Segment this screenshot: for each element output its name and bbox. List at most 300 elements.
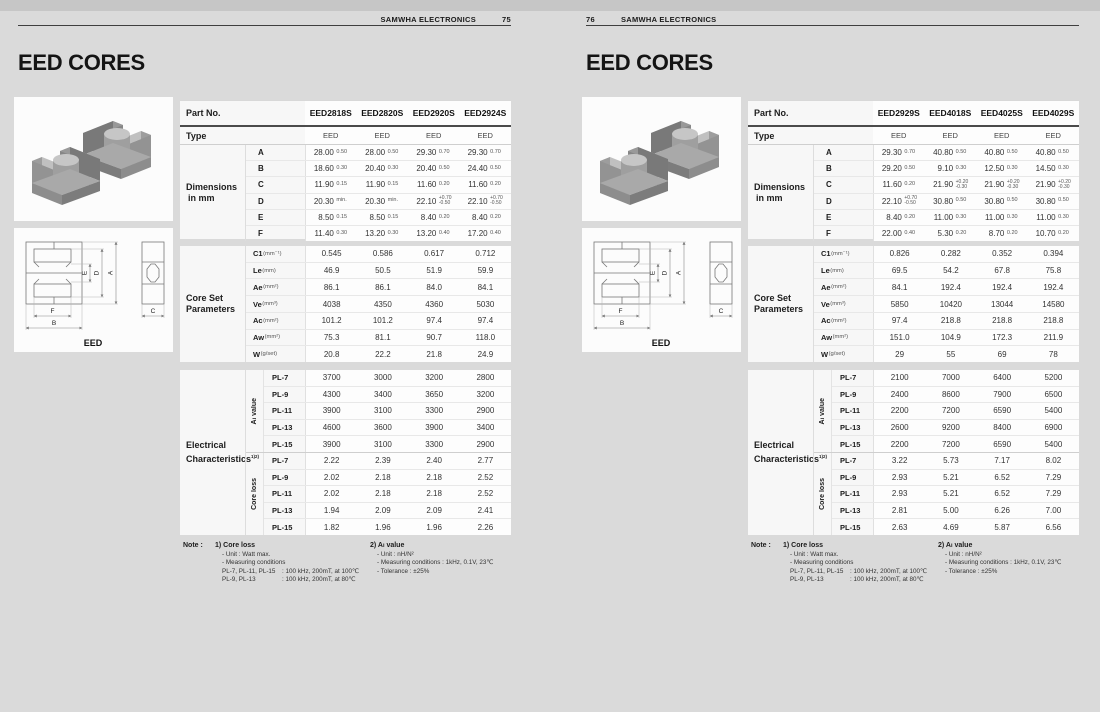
dimension-value-cell: [409, 196, 460, 206]
param-symbol: Ve: [253, 299, 262, 309]
al-value-row: [264, 435, 511, 452]
electrical-value: 9200: [941, 423, 960, 433]
dimension-key: A: [258, 148, 264, 158]
electrical-values: [305, 436, 511, 452]
type-value: EED: [1045, 131, 1061, 140]
dim-value-number: 30.80: [984, 196, 1005, 206]
dim-value-number: 21.90: [984, 180, 1005, 190]
dim-label-f: F: [618, 308, 623, 315]
electrical-value: 7200: [941, 406, 960, 416]
dimension-values: [305, 210, 511, 225]
core-loss-row: [832, 485, 1079, 502]
electrical-value: 7.17: [994, 456, 1010, 466]
dimension-value-cell: [460, 148, 511, 157]
core-set-section-label: Core Set Parameters: [754, 293, 804, 314]
pl-grade-label: PL-15: [840, 522, 861, 532]
part-number: EED4018S: [929, 108, 972, 118]
core-param-values: [305, 279, 511, 295]
dim-tolerance: 0.50: [1058, 197, 1069, 204]
pl-grade-label: PL-7: [272, 373, 289, 383]
core-loss-rotated-label: Core loss: [251, 478, 258, 510]
electrical-value: 3100: [373, 406, 392, 416]
param-symbol: Le: [253, 266, 262, 276]
pl-grade-label: PL-13: [272, 506, 293, 516]
core-param-name: [814, 330, 873, 346]
core-param-name: [814, 246, 873, 262]
core-param-value: 51.9: [426, 266, 442, 276]
dim-tolerance: 0.20: [904, 181, 916, 188]
part-no-row: [748, 101, 1079, 127]
electrical-value: 7200: [941, 439, 960, 449]
dimension-value-cell: [925, 213, 976, 222]
core-param-value: 84.1: [891, 282, 908, 292]
electrical-value: 8400: [993, 423, 1012, 433]
dim-value-number: 5.30: [937, 228, 954, 238]
product-photo-frame: [14, 97, 173, 221]
eed-dimension-diagram: [582, 228, 741, 352]
core-param-value: 0.586: [372, 249, 393, 259]
electrical-value: 3300: [425, 406, 444, 416]
al-value-rows: [831, 370, 1079, 452]
dimension-value-cell: [925, 197, 976, 206]
core-param-row: [246, 295, 511, 312]
dim-value-number: 28.00: [365, 148, 386, 158]
core-param-value: 84.0: [426, 282, 442, 292]
dimension-key: C: [826, 180, 832, 190]
tolerance-part: -0.50: [904, 200, 916, 207]
electrical-value: 2.26: [477, 522, 494, 532]
electrical-value: 2.02: [323, 489, 340, 499]
dim-value-number: 20.40: [365, 164, 386, 174]
dimensions-table: [180, 100, 511, 239]
dim-tolerance: 0.50: [1006, 148, 1018, 155]
dimension-value-cell: [977, 164, 1028, 173]
eed-core-half-front: [600, 147, 668, 205]
electrical-values: [873, 420, 1079, 436]
dim-value-number: 24.40: [467, 164, 488, 174]
type-row: [748, 127, 1079, 145]
brand-name: SAMWHA ELECTRONICS: [620, 15, 717, 24]
note-label: Note :: [183, 542, 203, 549]
dimension-value-cell: [460, 164, 511, 173]
dim-value-number: 8.70: [988, 228, 1005, 238]
dim-tolerance: 0.15: [336, 213, 348, 220]
dimension-value-cell: [1028, 148, 1079, 157]
part-number: EED2920S: [412, 108, 455, 118]
dimensions-table: [748, 100, 1079, 239]
electrical-value: 3400: [373, 389, 392, 399]
electrical-value: 8600: [941, 389, 960, 399]
dimension-values: [873, 226, 1079, 241]
dim-value-number: 9.10: [937, 164, 954, 174]
core-param-values: [873, 279, 1079, 295]
dimension-rows: [813, 145, 1079, 241]
dim-tolerance: 0.70: [438, 148, 450, 155]
dim-label-f: F: [50, 308, 55, 315]
electrical-value: 5.21: [943, 489, 959, 499]
electrical-footnote-sup: 1)2): [251, 454, 260, 459]
param-unit: (mm²): [832, 334, 849, 341]
dim-tolerance: 0.20: [438, 213, 450, 220]
dim-label-b: B: [51, 320, 57, 327]
core-param-value: 5850: [890, 299, 909, 309]
dimension-value-cell: [925, 148, 976, 157]
core-param-value: 4360: [425, 299, 444, 309]
electrical-value: 2.18: [375, 472, 391, 482]
pl-grade-label: PL-7: [840, 456, 857, 466]
core-param-value: 104.9: [940, 332, 961, 342]
electrical-value: 6.56: [1045, 522, 1062, 532]
core-param-value: 4350: [373, 299, 392, 309]
dimension-row: [814, 176, 1079, 192]
dimension-value-cell: [357, 148, 408, 157]
core-param-value: 20.8: [323, 349, 340, 359]
core-set-section-label: Core Set Parameters: [186, 293, 236, 314]
tolerance-part: +0.20: [955, 178, 969, 185]
param-symbol: W: [253, 349, 261, 359]
core-param-row: [814, 262, 1079, 279]
dim-tolerance: 0.70: [490, 148, 501, 155]
dimension-values: [873, 194, 1079, 209]
dim-tolerance: 0.30: [1006, 165, 1018, 171]
core-loss-row: [264, 518, 511, 535]
catalog-page-76: [550, 0, 1100, 712]
param-symbol: Ae: [821, 282, 831, 292]
core-loss-group: [246, 452, 511, 535]
electrical-section-label: Electrical Characteristics$^{1)2)}$: [754, 440, 828, 464]
core-loss-row: [832, 502, 1079, 519]
dim-tolerance: 0.30: [1006, 213, 1018, 220]
dim-tolerance: [904, 196, 920, 206]
core-param-value: 0.712: [475, 249, 496, 259]
electrical-value: 2600: [890, 423, 909, 433]
core-param-name: [246, 296, 305, 312]
core-param-value: 4038: [322, 299, 341, 309]
dimension-value-cell: [409, 229, 460, 238]
electrical-value: 5200: [1044, 373, 1063, 383]
type-value: EED: [942, 131, 958, 140]
electrical-value: 3700: [322, 373, 341, 383]
dimension-value-cell: [460, 180, 511, 189]
al-value-row: [832, 435, 1079, 452]
electrical-value: 7900: [993, 389, 1012, 399]
dimension-value-cell: [306, 229, 357, 238]
dim-value-number: 20.30: [313, 196, 334, 206]
dimension-value-cell: [460, 196, 511, 206]
electrical-value: 3100: [373, 439, 392, 449]
electrical-value: 2.93: [891, 489, 908, 499]
dimension-key: A: [826, 148, 832, 158]
dimensions-body: [748, 145, 1079, 241]
core-param-row: [246, 312, 511, 329]
core-param-value: 218.8: [992, 316, 1013, 326]
electrical-value: 4.69: [943, 522, 959, 532]
electrical-value: 6.26: [994, 506, 1010, 516]
dimension-value-cell: [1028, 180, 1079, 190]
dim-value-number: 10.70: [1035, 228, 1056, 238]
param-unit: (mm²): [831, 284, 847, 291]
dim-tolerance: 0.50: [387, 148, 399, 155]
type-value: EED: [477, 131, 493, 140]
electrical-value: 3900: [425, 423, 444, 433]
electrical-value: 3000: [373, 373, 392, 383]
dim-value-number: 29.20: [881, 164, 902, 174]
dimension-value-cell: [977, 229, 1028, 238]
al-value-rotated-label: Aₗ value: [818, 397, 826, 425]
electrical-value: 2.02: [323, 472, 340, 482]
core-param-value: 97.4: [891, 316, 908, 326]
core-param-row: [814, 345, 1079, 362]
type-value: EED: [426, 131, 442, 140]
core-param-values: [305, 263, 511, 279]
electrical-value: 3900: [322, 406, 341, 416]
dimension-key: E: [826, 212, 832, 222]
dim-tolerance: 0.20: [904, 213, 916, 220]
param-symbol: Ac: [821, 316, 831, 326]
electrical-value: 2.22: [323, 456, 340, 466]
dimension-values: [305, 194, 511, 209]
dimension-row: [246, 176, 511, 192]
al-value-group: [246, 370, 511, 452]
dimension-diagram-frame: [14, 228, 173, 352]
pl-grade-label: PL-11: [840, 406, 861, 416]
dim-value-number: 20.30: [365, 196, 386, 206]
dimension-value-cell: [977, 148, 1028, 157]
electrical-value: 2200: [890, 406, 909, 416]
core-loss-rows: [263, 453, 511, 535]
core-param-value: 97.4: [426, 316, 442, 326]
dim-value-number: 29.30: [881, 148, 902, 158]
dim-tolerance: 0.20: [1006, 229, 1018, 236]
electrical-values: [873, 486, 1079, 502]
electrical-value: 6590: [993, 406, 1012, 416]
dim-tolerance: [1007, 180, 1023, 190]
dimension-row: [814, 160, 1079, 176]
core-param-rows: [245, 246, 511, 362]
dim-value-number: 13.20: [365, 228, 386, 238]
dimension-key: E: [258, 212, 264, 222]
dim-value-number: 8.40: [886, 212, 902, 222]
param-symbol: Aw: [821, 332, 833, 342]
core-param-row: [246, 246, 511, 262]
electrical-value: 5.21: [943, 472, 959, 482]
electrical-values: [305, 519, 511, 535]
electrical-value: 2.52: [477, 472, 494, 482]
type-value: EED: [323, 131, 339, 140]
electrical-value: 2.18: [426, 489, 442, 499]
dim-tolerance: 0.30: [1058, 213, 1069, 220]
footnotes: [751, 542, 1079, 585]
dim-tolerance: 0.30: [1058, 165, 1069, 171]
electrical-values: [305, 387, 511, 403]
electrical-value: 1.96: [426, 522, 442, 532]
electrical-value: 6400: [993, 373, 1012, 383]
electrical-values: [305, 420, 511, 436]
al-value-rows: [263, 370, 511, 452]
al-value-rotated-label: Aₗ value: [250, 397, 258, 425]
pl-grade-label: PL-15: [272, 522, 293, 532]
dim-tolerance: 0.30: [336, 229, 348, 236]
core-param-value: 24.9: [477, 349, 494, 359]
dimension-values: [873, 210, 1079, 225]
dim-tolerance: 0.30: [955, 213, 967, 220]
core-param-value: 218.8: [1043, 316, 1064, 326]
dim-label-a: A: [107, 270, 115, 276]
electrical-values: [305, 486, 511, 502]
dimension-value-cell: [1028, 213, 1079, 222]
param-symbol: C1: [253, 249, 263, 259]
core-param-value: 67.8: [994, 266, 1010, 276]
core-loss-row: [264, 502, 511, 519]
core-param-value: 86.1: [375, 282, 391, 292]
dimension-row: [246, 145, 511, 160]
electrical-value: 3600: [373, 423, 392, 433]
core-param-name: [814, 346, 873, 362]
core-param-value: 0.352: [992, 249, 1013, 259]
dimension-value-cell: [874, 213, 925, 222]
core-param-value: 21.8: [426, 349, 442, 359]
core-loss-row: [264, 485, 511, 502]
dimension-value-cell: [925, 180, 976, 190]
part-no-row: [180, 101, 511, 127]
electrical-value: 2.52: [477, 489, 494, 499]
param-unit: (mm⁻¹): [831, 250, 850, 257]
dim-value-number: 11.90: [314, 180, 334, 190]
dim-value-number: 18.60: [313, 164, 334, 174]
dim-value-number: 22.10: [881, 196, 902, 206]
dim-value-number: 20.40: [416, 164, 437, 174]
dim-tolerance: min.: [336, 197, 347, 204]
param-unit: (mm²): [831, 317, 847, 324]
electrical-table: [748, 370, 1079, 535]
dim-value-number: 28.00: [313, 148, 334, 158]
dim-label-b: B: [619, 320, 625, 327]
core-param-row: [814, 295, 1079, 312]
core-param-values: [873, 246, 1079, 262]
electrical-value: 3200: [476, 389, 495, 399]
tolerance-part: +0.20: [1006, 178, 1020, 185]
core-param-value: 78: [1048, 349, 1058, 359]
core-param-value: 29: [895, 349, 905, 359]
part-number: EED2924S: [464, 108, 507, 118]
pl-grade-label: PL-11: [272, 489, 293, 499]
dim-tolerance: 0.30: [387, 229, 399, 236]
dimension-row: [814, 193, 1079, 209]
electrical-value: 6.52: [994, 472, 1010, 482]
electrical-footnote-sup: 1)2): [819, 454, 828, 459]
core-param-name: [246, 246, 305, 262]
al-value-row: [264, 419, 511, 436]
dimension-value-cell: [409, 164, 460, 173]
electrical-value: 1.94: [323, 506, 340, 516]
electrical-value: 5400: [1044, 406, 1063, 416]
tolerance-part: +0.70: [490, 195, 503, 202]
electrical-value: 2.18: [426, 472, 442, 482]
electrical-value: 3900: [322, 439, 341, 449]
dim-label-e: E: [649, 270, 657, 276]
dimension-value-cell: [357, 213, 408, 222]
core-param-value: 69: [997, 349, 1007, 359]
electrical-value: 7.00: [1045, 506, 1062, 516]
tolerance-part: -0.30: [1058, 183, 1070, 190]
core-param-value: 84.1: [477, 282, 494, 292]
pl-grade-label: PL-13: [840, 506, 861, 516]
dim-tolerance: 0.30: [336, 165, 348, 171]
note-al-value: 2) Aₗ value - Unit : nH/N² - Measuring conditions : 1kHz, 0.1V, 23℃ - Tolerance : ±25%: [938, 542, 1062, 575]
core-param-value: 5030: [476, 299, 495, 309]
dimension-values: [305, 161, 511, 176]
electrical-value: 7.29: [1045, 489, 1062, 499]
pl-grade-label: PL-15: [840, 439, 861, 449]
electrical-value: 2100: [890, 373, 909, 383]
part-no-label: Part No.: [754, 108, 789, 118]
core-param-rows: [813, 246, 1079, 362]
core-param-name: [246, 263, 305, 279]
type-value: EED: [891, 131, 907, 140]
part-no-label: Part No.: [186, 108, 221, 118]
core-param-values: [305, 330, 511, 346]
type-label: Type: [754, 130, 775, 141]
dimension-key: F: [826, 228, 831, 238]
dim-tolerance: [439, 196, 455, 206]
dim-value-number: 22.10: [467, 196, 488, 206]
core-param-value: 55: [946, 349, 956, 359]
core-param-values: [873, 313, 1079, 329]
core-param-value: 101.2: [372, 316, 393, 326]
dim-value-number: 21.90: [933, 180, 954, 190]
core-param-row: [814, 246, 1079, 262]
electrical-values: [873, 519, 1079, 535]
core-loss-rows: [831, 453, 1079, 535]
core-param-values: [305, 246, 511, 262]
dim-value-number: 11.60: [468, 180, 488, 190]
pl-grade-label: PL-9: [840, 389, 857, 399]
dim-tolerance: 0.50: [904, 165, 916, 171]
page-number: 76: [586, 15, 595, 24]
param-unit: (g/set): [260, 351, 278, 358]
dimension-value-cell: [409, 213, 460, 222]
dimension-value-cell: [1028, 164, 1079, 173]
pl-grade-label: PL-7: [272, 456, 289, 466]
param-symbol: C1: [821, 249, 831, 259]
pl-grade-label: PL-11: [840, 489, 861, 499]
param-symbol: Ac: [253, 316, 263, 326]
dim-value-number: 13.20: [416, 228, 437, 238]
param-unit: (mm⁻¹): [263, 250, 282, 257]
core-param-row: [246, 329, 511, 346]
dimension-value-cell: [977, 213, 1028, 222]
dimension-key: F: [258, 228, 263, 238]
electrical-table: [180, 370, 511, 535]
core-param-name: [246, 313, 305, 329]
electrical-value: 3.22: [891, 456, 908, 466]
electrical-value: 2.77: [477, 456, 494, 466]
dim-value-number: 22.10: [416, 196, 437, 206]
dim-label-a: A: [675, 270, 683, 276]
param-unit: (mm²): [264, 334, 281, 341]
note-core-loss: 1) Core loss - Unit : Watt max. - Measuring conditions PL-7, PL-11, PL-15 : 100 kHz, 200mT, at 100℃ PL-9, PL-13 : 100 kHz, 200mT, at 80℃: [783, 542, 928, 583]
dimension-value-cell: [306, 164, 357, 173]
tolerance-part: -0.30: [955, 183, 968, 190]
param-unit: (mm³): [830, 301, 846, 308]
pl-grade-label: PL-11: [272, 406, 293, 416]
param-unit: (mm²): [263, 317, 279, 324]
dim-tolerance: min.: [387, 197, 399, 204]
dim-value-number: 29.30: [467, 148, 488, 158]
dimension-value-cell: [409, 148, 460, 157]
core-param-row: [814, 329, 1079, 346]
core-param-values: [305, 346, 511, 362]
